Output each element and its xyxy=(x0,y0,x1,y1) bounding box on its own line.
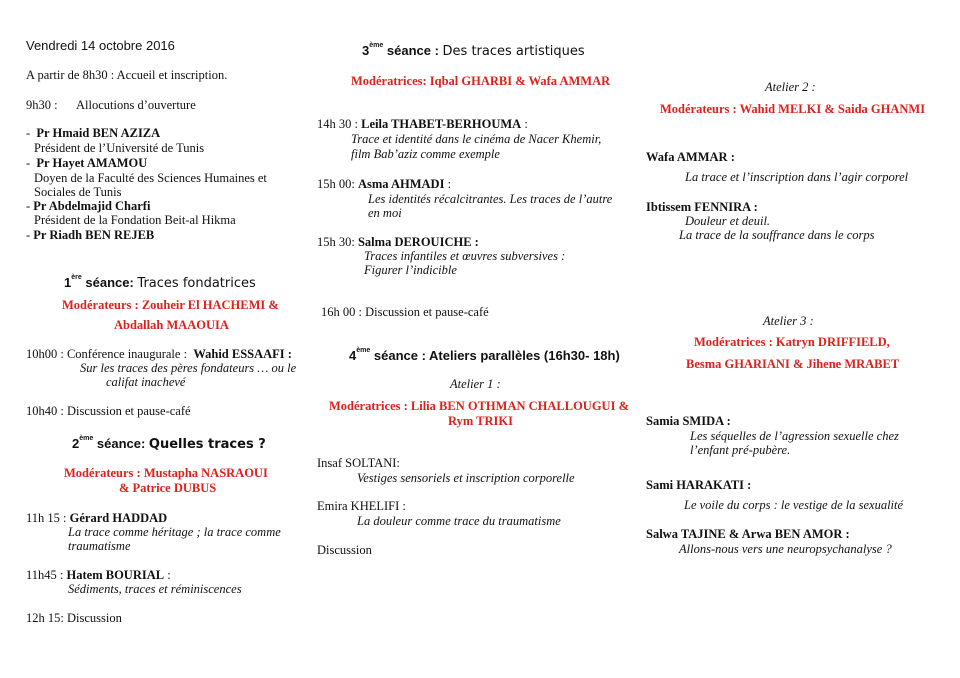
atelier1-moderators-2: Rym TRIKI xyxy=(448,414,513,428)
speaker-role: Président de la Fondation Beit-al Hikma xyxy=(34,213,236,227)
speaker-role: Doyen de la Faculté des Sciences Humaines et xyxy=(34,171,267,185)
talk-title-2: film Bab’aziz comme exemple xyxy=(351,147,500,161)
speaker-name: Samia SMIDA : xyxy=(646,414,731,428)
discussion-text: 12h 15: Discussion xyxy=(26,611,122,625)
talk-title: La douleur comme trace du traumatisme xyxy=(357,514,561,528)
talk-entry: 15h 30: Salma DEROUICHE : xyxy=(317,235,479,249)
seance1-heading: 1ère séance: Traces fondatrices xyxy=(64,274,256,291)
conference-title-2: califat inachevé xyxy=(106,375,186,389)
allocutions-time: 9h30 : xyxy=(26,98,58,112)
talk-title: Douleur et deuil. xyxy=(685,214,771,228)
pause-text: 10h40 : Discussion et pause-café xyxy=(26,404,191,418)
atelier3-label: Atelier 3 : xyxy=(763,314,814,328)
talk-title: Trace et identité dans le cinéma de Nacer Khemir, xyxy=(351,132,602,146)
speaker-entry: - Pr Abdelmajid Charfi xyxy=(26,199,151,213)
talk-title: Vestiges sensoriels et inscription corporelle xyxy=(357,471,575,485)
talk-title-2: traumatisme xyxy=(68,539,131,553)
seance3-moderators: Modératrices: Iqbal GHARBI & Wafa AMMAR xyxy=(351,74,611,88)
allocutions-title: Allocutions d’ouverture xyxy=(76,98,196,112)
talk-title-2: en moi xyxy=(368,206,402,220)
talk-title: Le voile du corps : le vestige de la sexualité xyxy=(684,498,904,512)
talk-title-2: Figurer l’indicible xyxy=(364,263,457,277)
speaker-name: Pr Abdelmajid Charfi xyxy=(33,199,151,213)
talk-entry: 11h 15 : Gérard HADDAD xyxy=(26,511,168,525)
talk-title: Les identités récalcitrantes. Les traces de l’autre xyxy=(368,192,613,206)
conference-title: Sur les traces des pères fondateurs … ou le xyxy=(80,361,297,375)
seance4-heading: 4ème séance : Ateliers parallèles (16h30- 18h) xyxy=(349,347,620,363)
seance1-moderators: Modérateurs : Zouheir El HACHEMI & xyxy=(62,298,279,312)
atelier1-moderators: Modératrices : Lilia BEN OTHMAN CHALLOUGUI & xyxy=(329,399,629,413)
seance2-heading: 2ème séance: Quelles traces ? xyxy=(72,435,266,452)
speaker-name: Emira KHELIFI : xyxy=(317,499,406,513)
talk-title-2: La trace de la souffrance dans le corps xyxy=(679,228,875,242)
talk-title-2: l’enfant pré-pubère. xyxy=(690,443,791,457)
atelier1-label: Atelier 1 : xyxy=(450,377,501,391)
speaker-name: Ibtissem FENNIRA : xyxy=(646,200,758,214)
talk-entry: 11h45 : Hatem BOURIAL : xyxy=(26,568,171,582)
accueil-text: A partir de 8h30 : Accueil et inscription. xyxy=(26,68,228,82)
seance2-moderators-2: & Patrice DUBUS xyxy=(119,481,217,495)
speaker-name: Insaf SOLTANI: xyxy=(317,456,400,470)
seance2-moderators: Modérateurs : Mustapha NASRAOUI xyxy=(64,466,268,480)
speaker-entry: - Pr Riadh BEN REJEB xyxy=(26,228,155,242)
talk-title: Sédiments, traces et réminiscences xyxy=(68,582,242,596)
speaker-role: Président de l’Université de Tunis xyxy=(34,141,205,155)
talk-title: Allons-nous vers une neuropsychanalyse ? xyxy=(679,542,892,556)
speaker-name: Salwa TAJINE & Arwa BEN AMOR : xyxy=(646,527,850,541)
discussion-text: Discussion xyxy=(317,543,372,557)
atelier2-label: Atelier 2 : xyxy=(765,80,816,94)
talk-entry: 14h 30 : Leila THABET-BERHOUMA : xyxy=(317,117,528,131)
speaker-name: Wafa AMMAR : xyxy=(646,150,735,164)
conference-entry: 10h00 : Conférence inaugurale : Wahid ESSAAFI : xyxy=(26,347,292,361)
speaker-name: Sami HARAKATI : xyxy=(646,478,752,492)
seance3-heading: 3ème séance : Des traces artistiques xyxy=(362,42,585,59)
atelier3-moderators: Modératrices : Katryn DRIFFIELD, xyxy=(694,335,890,349)
speaker-role: Sociales de Tunis xyxy=(34,185,122,199)
speaker-entry: - Pr Hayet AMAMOU xyxy=(26,156,148,170)
seance1-moderators-2: Abdallah MAAOUIA xyxy=(114,318,229,332)
speaker-entry: - Pr Hmaid BEN AZIZA xyxy=(26,126,161,140)
speaker-name: Pr Hayet AMAMOU xyxy=(36,156,148,170)
speaker-name: Pr Riadh BEN REJEB xyxy=(33,228,155,242)
talk-title: Les séquelles de l’agression sexuelle chez xyxy=(690,429,899,443)
atelier2-moderators: Modérateurs : Wahid MELKI & Saida GHANMI xyxy=(660,102,926,116)
pause-text: 16h 00 : Discussion et pause-café xyxy=(321,305,489,319)
talk-entry: 15h 00: Asma AHMADI : xyxy=(317,177,452,191)
program-date: Vendredi 14 octobre 2016 xyxy=(26,38,175,53)
talk-title: La trace comme héritage ; la trace comme xyxy=(68,525,281,539)
talk-title: Traces infantiles et œuvres subversives : xyxy=(364,249,566,263)
atelier3-moderators-2: Besma GHARIANI & Jihene MRABET xyxy=(686,357,900,371)
speaker-name: Pr Hmaid BEN AZIZA xyxy=(36,126,161,140)
talk-title: La trace et l’inscription dans l’agir corporel xyxy=(685,170,909,184)
